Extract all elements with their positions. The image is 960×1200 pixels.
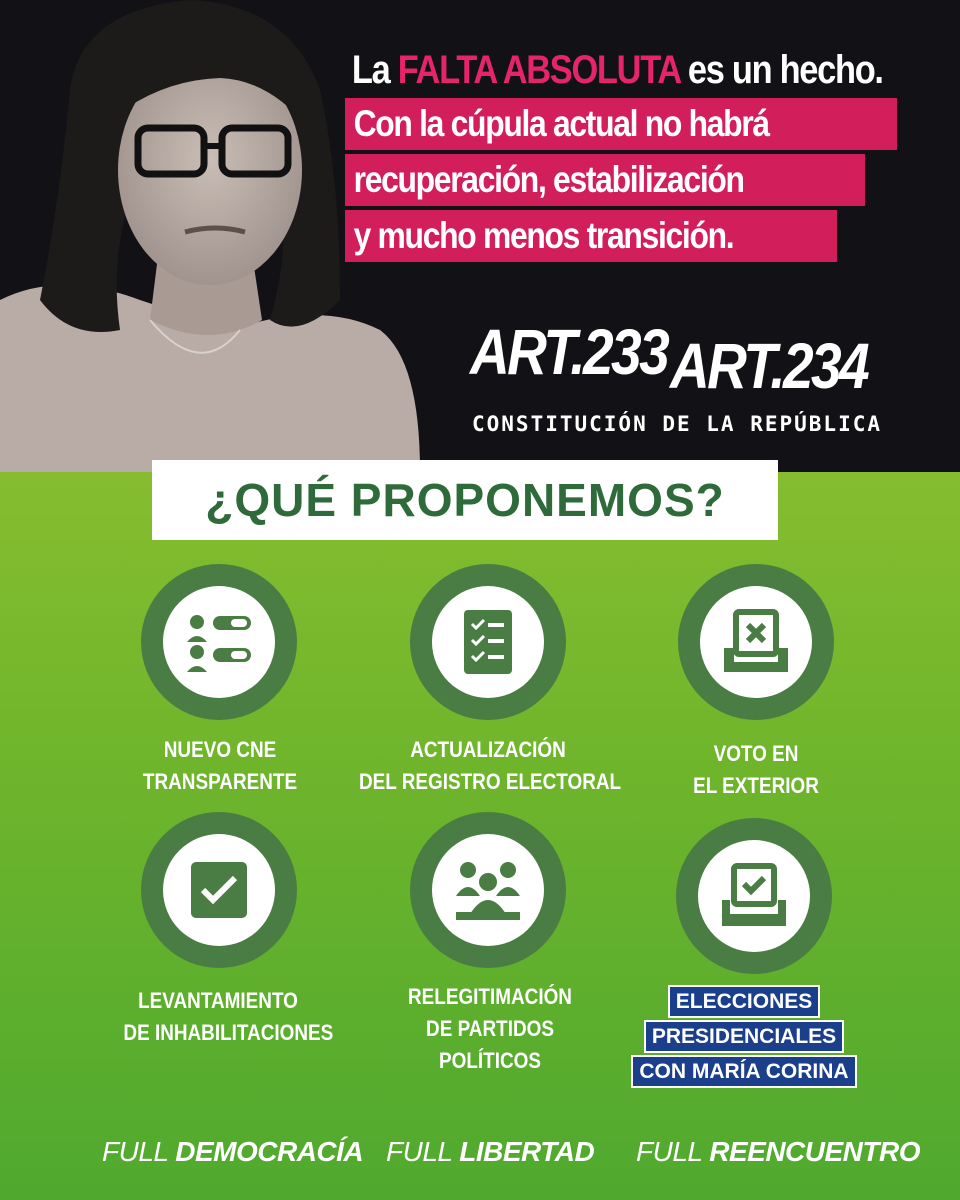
footer-slogan: FULL LIBERTAD bbox=[386, 1136, 595, 1167]
question-banner bbox=[152, 460, 778, 540]
footer-slogan: FULL REENCUENTRO bbox=[636, 1136, 920, 1167]
checklist-icon bbox=[454, 608, 522, 676]
constitution-label: CONSTITUCIÓN DE LA REPÚBLICA bbox=[472, 412, 883, 436]
proposal-label: NUEVO CNE TRANSPARENTE bbox=[142, 737, 298, 794]
proposal-icon-ring bbox=[410, 564, 566, 720]
headline-band-line: Con la cúpula actual no habrá bbox=[345, 98, 897, 150]
checkbox-icon bbox=[185, 856, 253, 924]
proposal-icon-ring bbox=[676, 818, 832, 974]
question-title: ¿QUÉ PROPONEMOS? bbox=[205, 474, 725, 526]
highlight-pill: ELECCIONES bbox=[668, 985, 821, 1018]
proposal-label: LEVANTAMIENTO DE INHABILITACIONES bbox=[123, 988, 334, 1045]
proposal-icon-ring bbox=[678, 564, 834, 720]
headline-band-line: recuperación, estabilización bbox=[345, 154, 865, 206]
header-section bbox=[0, 0, 960, 472]
headline-line-1: La FALTA ABSOLUTA es un hecho. bbox=[351, 48, 883, 92]
proposal-icon-ring bbox=[141, 812, 297, 968]
voter-list-icon bbox=[185, 608, 253, 676]
highlighted-proposal-label bbox=[628, 985, 860, 1090]
ballot-box-x-icon bbox=[722, 608, 790, 676]
article-234: ART.234 bbox=[670, 330, 868, 402]
highlight-pill: PRESIDENCIALES bbox=[644, 1020, 844, 1053]
highlight-pill: CON MARÍA CORINA bbox=[631, 1055, 856, 1088]
article-233: ART.233 bbox=[470, 316, 668, 388]
footer-slogan: FULL DEMOCRACÍA bbox=[102, 1136, 364, 1167]
proposal-label: RELEGITIMACIÓN DE PARTIDOS POLÍTICOS bbox=[408, 984, 572, 1073]
proposal-icon-ring bbox=[141, 564, 297, 720]
proposal-label: VOTO EN EL EXTERIOR bbox=[693, 741, 819, 798]
proposal-icon-ring bbox=[410, 812, 566, 968]
proposal-label: ACTUALIZACIÓN DEL REGISTRO ELECTORAL bbox=[359, 737, 622, 794]
headline bbox=[345, 42, 945, 266]
ballot-box-check-icon bbox=[720, 862, 788, 930]
headline-accent: FALTA ABSOLUTA bbox=[397, 48, 680, 92]
group-people-icon bbox=[454, 856, 522, 924]
headline-band-line: y mucho menos transición. bbox=[345, 210, 837, 262]
